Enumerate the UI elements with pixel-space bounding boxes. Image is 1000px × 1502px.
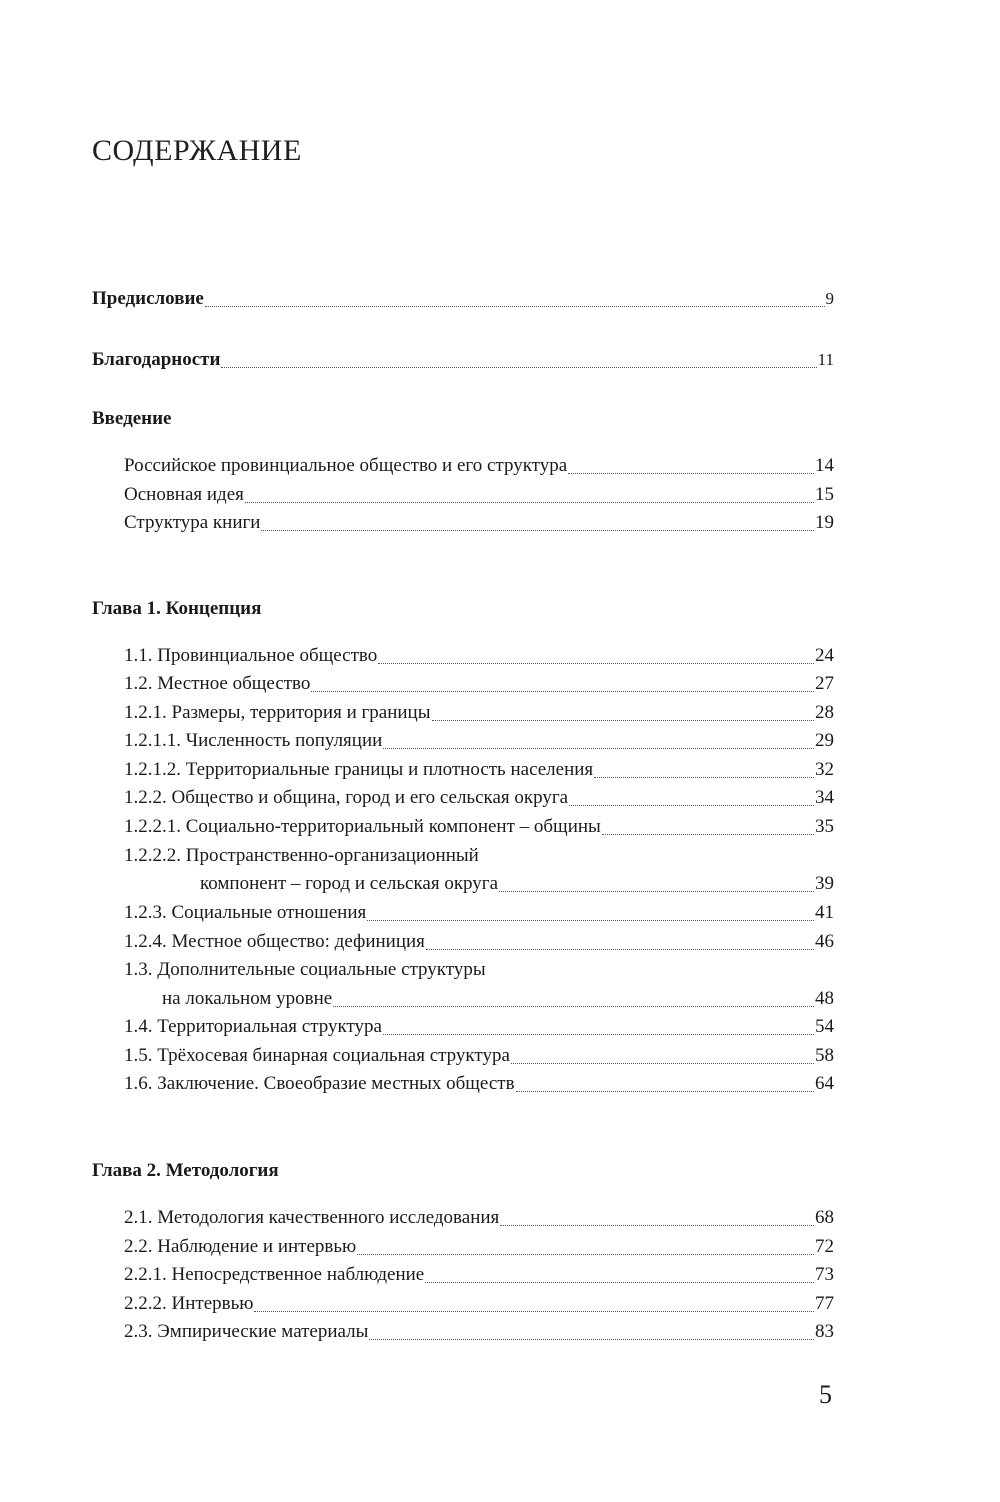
- toc-entry-acknowledgements[interactable]: [92, 346, 834, 374]
- toc-label: 2.2.2. Интервью: [124, 1293, 254, 1314]
- toc-label: Российское провинциальное общество и его структура: [124, 455, 568, 476]
- toc-entry[interactable]: [124, 1204, 834, 1232]
- toc-entry[interactable]: [124, 1070, 834, 1098]
- toc-entry[interactable]: [124, 756, 834, 784]
- dot-leader: [369, 1339, 814, 1340]
- toc-page-number: 58: [815, 1045, 834, 1066]
- toc-label: на локальном уровне: [162, 988, 333, 1009]
- dot-leader: [426, 949, 814, 950]
- toc-label: 1.2.2.1. Социально-территориальный компонент – общины: [124, 816, 601, 837]
- toc-entry[interactable]: [124, 452, 834, 480]
- toc-label: Основная идея: [124, 484, 244, 505]
- toc-page-number: 64: [815, 1073, 834, 1094]
- toc-entry[interactable]: [124, 642, 834, 670]
- toc-label: 1.2.1. Размеры, территория и границы: [124, 702, 431, 723]
- toc-page-number: 34: [815, 787, 834, 808]
- toc-page-number: 68: [815, 1207, 834, 1228]
- toc-entry[interactable]: [124, 727, 834, 755]
- dot-leader: [500, 1225, 814, 1226]
- toc-label: 1.1. Провинциальное общество: [124, 645, 378, 666]
- toc-label: 2.2.1. Непосредственное наблюдение: [124, 1264, 425, 1285]
- toc-label: 1.2.2. Общество и община, город и его сельская округа: [124, 787, 569, 808]
- toc-label: 1.2.1.1. Численность популяции: [124, 730, 383, 751]
- toc-page-number: 24: [815, 645, 834, 666]
- toc-page-number: 48: [815, 988, 834, 1009]
- dot-leader: [511, 1063, 814, 1064]
- toc-entry[interactable]: [124, 1261, 834, 1289]
- dot-leader: [383, 1034, 814, 1035]
- toc-page-number: 35: [815, 816, 834, 837]
- dot-leader: [367, 920, 814, 921]
- dot-leader: [602, 834, 814, 835]
- dot-leader: [311, 691, 814, 692]
- page-number: 5: [819, 1380, 832, 1409]
- toc-page-number: 46: [815, 931, 834, 952]
- toc-entry[interactable]: [124, 1290, 834, 1318]
- page-title: СОДЕРЖАНИЕ: [92, 134, 302, 167]
- chapter-heading-1: Глава 1. Концепция: [92, 598, 262, 619]
- toc-page-number: 83: [815, 1321, 834, 1342]
- toc-page-number: 39: [815, 873, 834, 894]
- dot-leader: [357, 1254, 814, 1255]
- dot-leader: [378, 663, 814, 664]
- toc-entry[interactable]: [124, 813, 834, 841]
- toc-label: Структура книги: [124, 512, 261, 533]
- toc-entry-continuation[interactable]: [200, 870, 834, 898]
- toc-label[interactable]: 1.3. Дополнительные социальные структуры: [124, 959, 486, 980]
- dot-leader: [499, 891, 814, 892]
- toc-label: 2.3. Эмпирические материалы: [124, 1321, 369, 1342]
- toc-page-number: 54: [815, 1016, 834, 1037]
- toc-label: 1.2.1.2. Территориальные границы и плотность населения: [124, 759, 594, 780]
- toc-label: 1.2.4. Местное общество: дефиниция: [124, 931, 425, 952]
- dot-leader: [205, 306, 825, 307]
- toc-label: 1.2.3. Социальные отношения: [124, 902, 367, 923]
- dot-leader: [245, 502, 814, 503]
- toc-page-number: 9: [825, 289, 834, 308]
- toc-entry[interactable]: [124, 784, 834, 812]
- toc-page-number: 41: [815, 902, 834, 923]
- toc-entry[interactable]: [124, 928, 834, 956]
- dot-leader: [569, 805, 814, 806]
- toc-page-number: 28: [815, 702, 834, 723]
- toc-label: Благодарности: [92, 349, 221, 370]
- toc-label: 1.5. Трёхосевая бинарная социальная структура: [124, 1045, 510, 1066]
- toc-page-number: 77: [815, 1293, 834, 1314]
- toc-label: компонент – город и сельская округа: [200, 873, 499, 894]
- dot-leader: [261, 530, 814, 531]
- section-heading-introduction: Введение: [92, 408, 172, 429]
- dot-leader: [516, 1091, 814, 1092]
- toc-label[interactable]: 1.2.2.2. Пространственно-организационный: [124, 845, 479, 866]
- toc-entry-preface[interactable]: [92, 285, 834, 313]
- dot-leader: [383, 748, 814, 749]
- toc-page-number: 32: [815, 759, 834, 780]
- toc-entry[interactable]: [124, 1318, 834, 1346]
- toc-entry[interactable]: [124, 899, 834, 927]
- toc-page-number: 14: [815, 455, 834, 476]
- toc-page-number: 73: [815, 1264, 834, 1285]
- dot-leader: [425, 1282, 814, 1283]
- toc-page-number: 29: [815, 730, 834, 751]
- toc-label: 1.4. Территориальная структура: [124, 1016, 382, 1037]
- dot-leader: [254, 1311, 814, 1312]
- dot-leader: [333, 1006, 814, 1007]
- toc-page-number: 72: [815, 1236, 834, 1257]
- toc-page-number: 15: [815, 484, 834, 505]
- chapter-heading-2: Глава 2. Методология: [92, 1160, 279, 1181]
- dot-leader: [221, 367, 816, 368]
- dot-leader: [594, 777, 814, 778]
- toc-page-number: 19: [815, 512, 834, 533]
- toc-entry[interactable]: [124, 1013, 834, 1041]
- toc-entry[interactable]: [124, 670, 834, 698]
- toc-page-number: 11: [817, 350, 834, 369]
- dot-leader: [432, 720, 815, 721]
- toc-entry[interactable]: [124, 1233, 834, 1261]
- toc-entry[interactable]: [124, 699, 834, 727]
- toc-label: 1.6. Заключение. Своеобразие местных обществ: [124, 1073, 515, 1094]
- toc-label: 1.2. Местное общество: [124, 673, 311, 694]
- toc-entry[interactable]: [124, 1042, 834, 1070]
- toc-label: 2.2. Наблюдение и интервью: [124, 1236, 357, 1257]
- toc-page-number: 27: [815, 673, 834, 694]
- toc-entry[interactable]: [124, 481, 834, 509]
- toc-label: Предисловие: [92, 288, 204, 309]
- toc-entry[interactable]: [124, 509, 834, 537]
- toc-label: 2.1. Методология качественного исследования: [124, 1207, 500, 1228]
- toc-entry-continuation[interactable]: [162, 985, 834, 1013]
- dot-leader: [568, 473, 814, 474]
